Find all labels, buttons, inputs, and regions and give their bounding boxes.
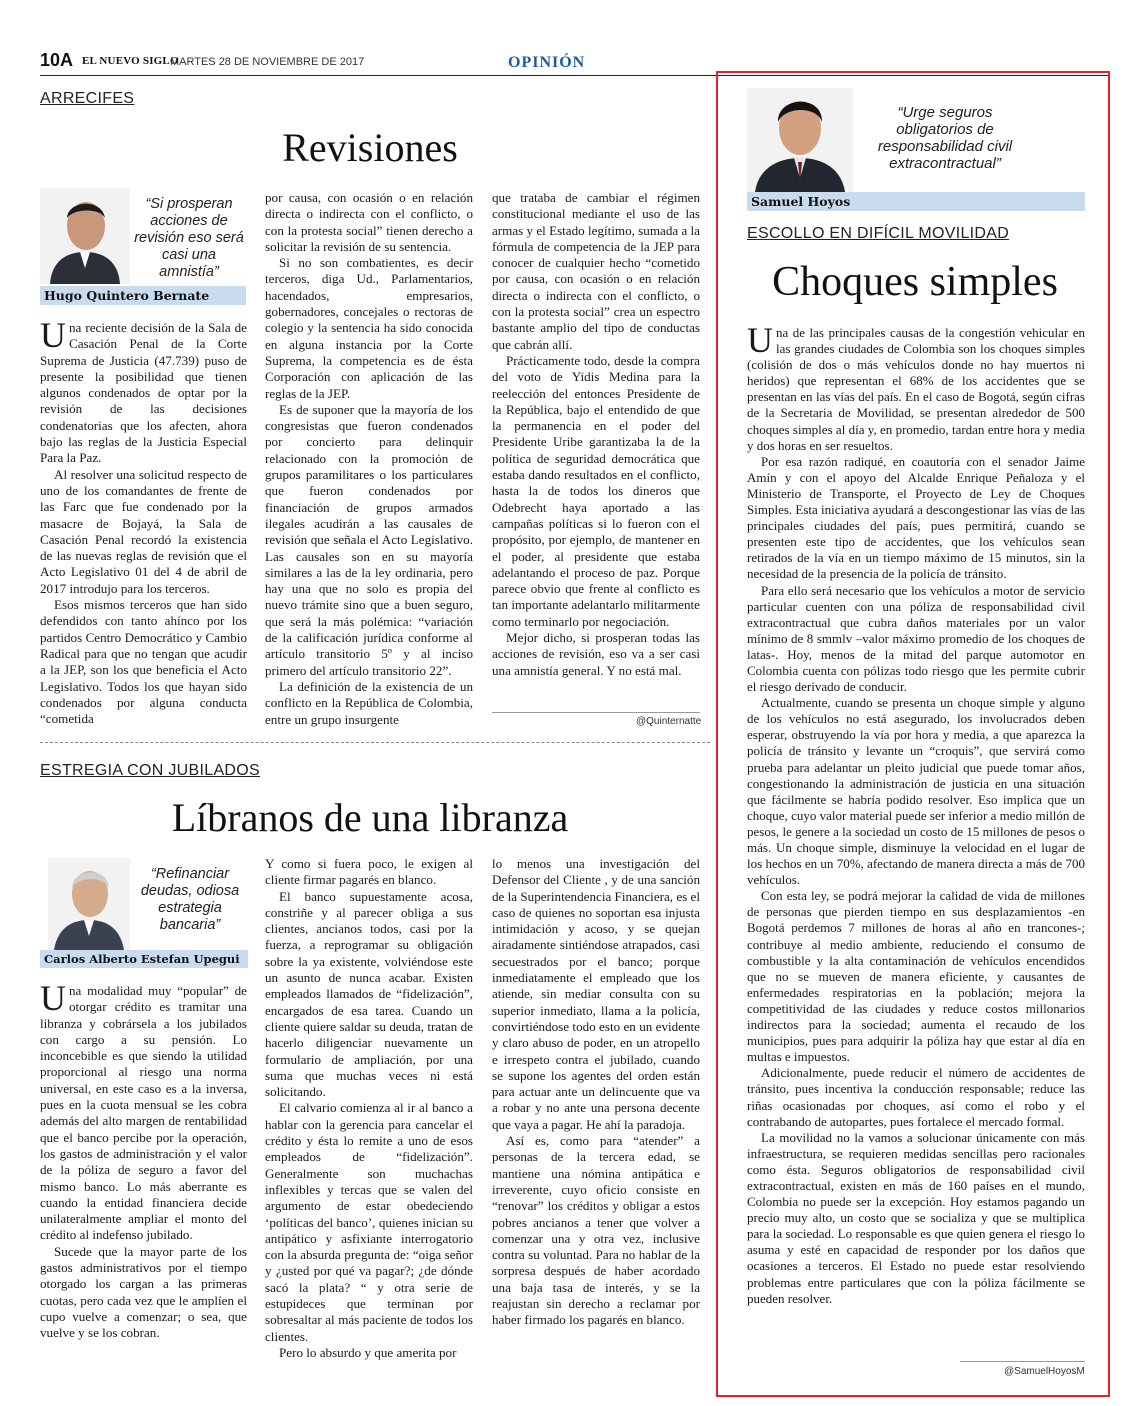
- article3-author-box: [747, 88, 1085, 212]
- article1-author-name: Hugo Quintero Bernate: [40, 286, 246, 305]
- drop-cap: U: [40, 315, 66, 355]
- page-number: 10A: [40, 50, 74, 70]
- article-separator: [40, 742, 710, 743]
- article3-headline: Choques simples: [772, 259, 1058, 305]
- article1-quote: “Si prosperan acciones de revisión eso será casi una amnistía”: [134, 196, 244, 280]
- article2-kicker: ESTREGIA CON JUBILADOS: [40, 762, 260, 779]
- avatar: [747, 88, 853, 192]
- newspaper-name: EL NUEVO SIGLO: [82, 55, 179, 67]
- article1-kicker: ARRECIFES: [40, 90, 135, 107]
- article3-author-name: Samuel Hoyos: [747, 192, 1085, 211]
- article3-kicker: ESCOLLO EN DIFÍCIL MOVILIDAD: [747, 225, 1010, 242]
- article2-quote: “Refinanciar deudas, odiosa estrategia bancaria”: [140, 866, 240, 933]
- article3-end-rule: [960, 1361, 1085, 1362]
- article2-column-1: Una modalidad muy “popular” de otorgar crédito es tramitar una libranza y cobrársela a los jubilados con cargo a su pensión. Lo inconcebible es que siendo la utilidad proporcional al riesgo una norma universal, en este caso es a la inversa, pues en la cuota mensual se les cobra además del alto margen de rentabilidad que el banco percibe por la operación, los gastos de administración y el valor de la póliza de seguro a favor del mismo banco. Lo más aberrante es cuando la entidad financiera decide unilateralmente ampliar el monto del crédito al indefenso jubilado. Sucede que la mayor parte de los gastos administrativos por el tiempo otorgado los cargan a las primeras cuotas, pero cada vez que le amplíen el cupo vuelve a comenzar; o sea, que vuelve y se los cobran.: [40, 978, 247, 1341]
- avatar: [40, 188, 130, 284]
- article1-headline: Revisiones: [282, 125, 458, 170]
- article2-column-3: lo menos una investigación del Defensor del Cliente , y de una sanción de la Superintendencia Financiera, es el caso de quienes no soportan esa injusta intimidación y acoso, y se quejan airadamente sintiéndose atrapados, casi secuestrados por el banco; porque inmediatamente el empleado que los atiende, sin mediar consulta con su superior inmediato, llama a la policía, convirtiéndose todo esto en un evidente y claro abuso de poder, en un atropello e irrespeto contra el jubilado, cuando se supone los agentes del orden están para actuar ante un delincuente que va a robar y no ante una persona decente que vaya a pagar. He ahí la paradoja. Así es, como para “atender” a personas de la tercera edad, se mantiene una nómina antipática e irreverente, cuyo oficio consiste en “renovar” los créditos y obligar a estos pobres ancianos a tener que volver a comenzar una y otra vez, inclusive contra su voluntad. Para no hablar de la sorpresa después de haber acordado una baja tasa de interés, y se la reajustan sin derecho a reclamar por haber firmado los pagarés en blanco.: [492, 856, 700, 1328]
- article3-twitter-handle: @SamuelHoyosM: [1004, 1366, 1085, 1377]
- section-title: OPINIÓN: [508, 54, 586, 71]
- article2-author-box: [40, 858, 248, 973]
- drop-cap: U: [40, 978, 66, 1018]
- avatar: [48, 858, 130, 950]
- article2-author-name: Carlos Alberto Estefan Upegui: [40, 950, 248, 968]
- article1-column-2: por causa, con ocasión o en relación directa o indirecta con el conflicto, o con la protesta social” tienen derecho a solicitar la revisión de su sentencia. Si no son combatientes, es decir terceros, diga Ud., Parlamentarios, hacendados, empresarios, gobernadores, concejales o rectoras de colegio y la sentencia ha sido conocida en alguna instancia por la Corte Suprema, la competencia es de ésta Corporación con aplicación de las reglas de la JEP. Es de suponer que la mayoría de los congresistas que fueron condenados por concierto para delinquir relacionado con la promoción de grupos paramilitares o los particulares que fueron condenados por financiación de grupos armados ilegales acudirán a las causales de revisión que señala el Acto Legislativo. Las causales son en su mayoría similares a las de la ley ordinaria, pero hay una que no solo es propia del nuevo trámite sino que a buen seguro, que será la más polémica: “variación de la calificación jurídica conforme al artículo transitorio 5º y al inciso primero del artículo transitorio 22”. La definición de la existencia de un conflicto en la República de Colombia, entre un grupo insurgente: [265, 190, 473, 727]
- article3-quote: “Urge seguros obligatorios de responsabilidad civil extracontractual”: [877, 104, 1013, 172]
- article1-author-box: [40, 188, 248, 308]
- article1-twitter-handle: @Quinternatte: [636, 716, 702, 727]
- issue-date: MARTES 28 DE NOVIEMBRE DE 2017: [170, 56, 365, 68]
- article1-end-rule: [492, 712, 700, 713]
- drop-cap: U: [747, 320, 773, 360]
- article1-column-1: Una reciente decisión de la Sala de Casación Penal de la Corte Suprema de Justicia (47.739) puso de presente la posibilidad que tienen algunos condenados de optar por la revisión de las decisiones condenatorias que los afecten, ahora bajo las reglas de la Justicia Especial Para la Paz. Al resolver una solicitud respecto de uno de los comandantes de frente de las Farc que fue condenado por la masacre de Bojayá, la Sala de Casación Penal recordó la existencia de las nuevas reglas de revisión que el Acto Legislativo 01 del 4 de abril de 2017 introdujo para los terceros. Esos mismos terceros que han sido defendidos con tanto ahínco por los partidos Centro Democrático y Cambio Radical para que no tengan que acudir a la JEP, son los que beneficia el Acto Legislativo. Todos los que hayan sido condenados por alguna conducta “cometida: [40, 315, 247, 727]
- article2-column-2: Y como si fuera poco, le exigen al cliente firmar pagarés en blanco. El banco supuestamente acosa, constriñe y al parecer obliga a sus clientes, ancianos todos, casi por la fuerza, a reprogramar su obligación sobre la ya existente, volviéndose este un asunto de nunca acabar. Existen empleados llamados de “fidelización”, encargados de esa tarea. Cuando un cliente quiere saldar su deuda, tratan de hacerlo diligenciar nuevamente un formulario de ampliación, por una suma que muchas veces ni está solicitando. El calvario comienza al ir al banco a hablar con la gerencia para cancelar el crédito y ésta lo remite a uno de esos empleados de “fidelización”. Generalmente son muchachas inflexibles y tercas que se valen del argumento de estar obedeciendo ‘políticas del banco’, quienes inician su antipático y asfixiante interrogatorio con la absurda pregunta de: “oiga señor y ¿usted por qué va pagar?; ¿de dónde sacó la plata? “ y otra serie de estupideces que terminan por sobresaltar al más paciente de todos los clientes. Pero lo absurdo y que amerita por: [265, 856, 473, 1360]
- article2-headline: Líbranos de una libranza: [171, 795, 569, 840]
- article3-body: Una de las principales causas de la congestión vehicular en las grandes ciudades de Colombia son los choques simples (colisión de dos o más vehículos donde no hay muertos ni heridos) que representan el 68% de los accidentes que se presentan en las vías del país. En el caso de Bogotá, según cifras de la Secretaria de Movilidad, se presentan alrededor de 500 choques simples al día y, en promedio, tardan entre hora y media y dos horas en ser resueltos. Por esa razón radiqué, en coautoría con el senador Jaime Amín y con el apoyo del Alcalde Enrique Peñaloza y el Ministerio de Transporte, el Proyecto de Ley de Choques Simples. Esta iniciativa ayudará a descongestionar las vías de las principales ciudades del país, pues permitirá, cuando se presenten este tipo de accidentes, que los vehículos sean retirados de la vía en un tiempo máximo de 15 minutos, sin la necesidad de la presencia de la policía de tránsito. Para ello será necesario que los vehículos a motor de servicio particular cuenten con una póliza de responsabilidad civil extracontractual que cubra daños materiales por un valor mínimo de 8 smmlv –valor máximo promedio de los choques de latas-. Hoy, menos de la mitad del parque automotor en Colombia cuenta con pólizas todo riesgo que les permite cubrir el riesgo derivado de conducir. Actualmente, cuando se presenta un choque simple y alguno de los vehículos no está asegurado, los involucrados deben esperar, obstruyendo la vía por hora y media, a que aparezca la policía de tránsito y levante un “croquis”, que servirá como prueba para adelantar un pleito judicial que puede tomar años, congestionando la administración de justicia en una situación que fácilmente se habría podido resolver. Eso implica que un choque, cuyo valor material puede ser inferior a medio millón de pesos, le genere a la sociedad un costo de 15 millones de pesos o más. Un choque simple, disminuye la velocidad en el lugar de los hechos en un 70%, afectando de manera directa a más de 700 vehículos. Con esta ley, se podrá mejorar la calidad de vida de millones de personas que pierden tiempo en sus desplazamientos -en Bogotá perdemos 7 millones de horas al año en trancones-; contribuye al medio ambiente, reduciendo el consumo de combustible y la alta contaminación de vehículos encendidos que no se mueven de manera eficiente, y causantes de enfermedades respiratorias en la población; mejora la competitividad de las ciudades y reduce costos millonarios indirectos para la sociedad; aumenta el recaudo de los municipios, pues para adquirir la póliza hay que estar al día en multas e impuestos. Adicionalmente, puede reducir el número de accidentes de tránsito, pues incentiva la conducción responsable; reduce las riñas ocasionadas por choques, así como el robo y el contrabando de autopartes, pues fortalece el mercado formal. La movilidad no la vamos a solucionar únicamente con más infraestructura, se requieren medidas sencillas pero racionales como ésta. Seguros obligatorios de responsabilidad civil extracontractual, existen en más de 160 países en el mundo, Colombia no puede ser la excepción. Hoy estamos pagando un precio muy alto, un costo que se socializa y que se multiplica para la sociedad. Lo responsable es que quien genera el riesgo lo asuma y esté en capacidad de responder por los daños que ocasiones a terceros. El Estado no puede estar resolviendo problemas entre particulares que con la póliza fácilmente se pueden resolver.: [747, 320, 1085, 1306]
- article1-column-3: que trataba de cambiar el régimen constitucional mediante el uso de las armas y el Estado legítimo, sumada a la fórmula de competencia de la JEP para conocer de cualquier hecho “cometido por causa, con ocasión o en relación directa o indirecta con el conflicto, o con la protesta social” crea un espectro bastante amplio del tipo de conductas que cabrán allí. Prácticamente todo, desde la compra del voto de Yidis Medina para la reelección del entonces Presidente de la República, bajo el entendido de que la permanencia en el poder del Presidente Uribe garantizaba la de la política de seguridad democrática que estaba dando resultados en el conflicto, hasta la de todos los dineros que Odebrecht haya aportado a las campañas políticas si lo fueron con el propósito, por ejemplo, de mantener en el poder, al presidente que estaba adelantando el proceso de paz. Porque parece obvio que frente al conflicto es tan importante adelantarlo militarmente como terminarlo por negociación. Mejor dicho, si prosperan todas las acciones de revisión, eso va a ser casi una amnistía general. Y no está mal.: [492, 190, 700, 678]
